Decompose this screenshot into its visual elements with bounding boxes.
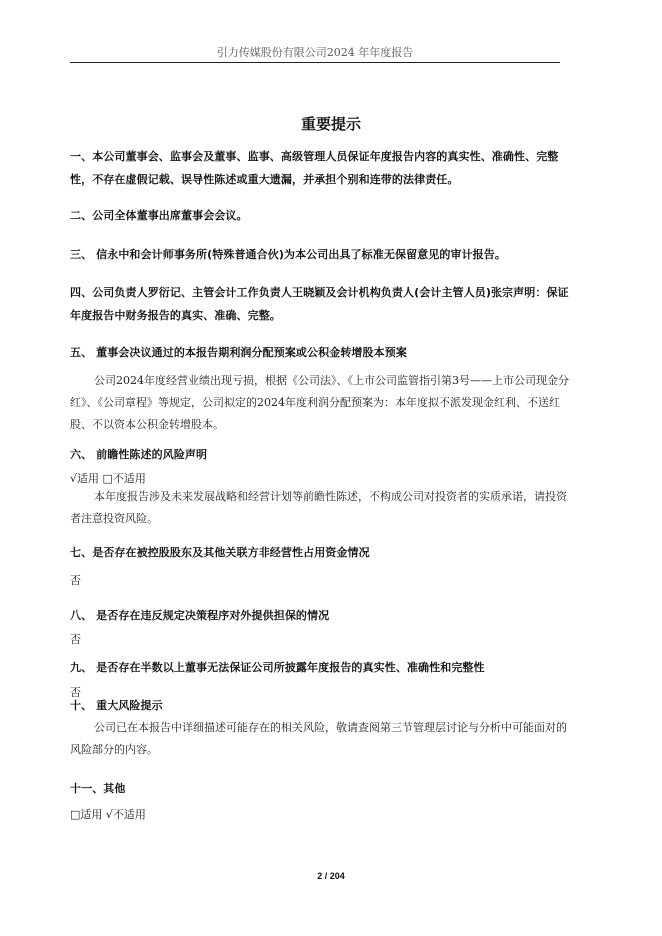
section-7-answer: 否 <box>70 574 81 587</box>
section-8-heading: 八、 是否存在违反规定决策程序对外提供担保的情况 <box>70 609 330 622</box>
page-title: 重要提示 <box>300 115 361 133</box>
section-6-body: 本年度报告涉及未来发展战略和经营计划等前瞻性陈述，不构成公司对投资者的实质承诺，请投资者注意投资风险。 <box>70 490 567 525</box>
page-number: 2 / 204 <box>317 871 345 881</box>
section-11-applicability: □适用 √不适用 <box>70 808 146 821</box>
section-5-body: 公司2024年度经营业绩出现亏损，根据《公司法》、《上市公司监管指引第3号——上市公司现金分红》、《公司章程》等规定，公司拟定的2024年度利润分配预案为：本年度拟不派发现金红利、不送红股、不以资本公积金转增股本。 <box>70 374 569 431</box>
running-header: 引力传媒股份有限公司2024 年年度报告 <box>216 46 414 59</box>
section-10-body: 公司已在本报告中详细描述可能存在的相关风险，敬请查阅第三节管理层讨论与分析中可能面对的风险部分的内容。 <box>70 721 567 756</box>
section-2-statement: 二、公司全体董事出席董事会会议。 <box>70 209 248 222</box>
section-6-applicability: √适用 □不适用 <box>70 472 146 485</box>
section-6-heading: 六、 前瞻性陈述的风险声明 <box>70 448 208 461</box>
section-9-answer: 否 <box>70 686 81 699</box>
section-10-heading: 十、 重大风险提示 <box>70 699 163 712</box>
section-3-statement: 三、 信永中和会计师事务所(特殊普通合伙)为本公司出具了标准无保留意见的审计报告。 <box>70 248 506 261</box>
section-9-heading: 九、 是否存在半数以上董事无法保证公司所披露年度报告的真实性、准确性和完整性 <box>70 661 485 674</box>
section-11-heading: 十一、其他 <box>70 782 126 795</box>
section-7-heading: 七、是否存在被控股股东及其他关联方非经营性占用资金情况 <box>70 546 370 559</box>
section-1-statement: 一、本公司董事会、监事会及董事、监事、高级管理人员保证年度报告内容的真实性、准确性、完整性，不存在虚假记载、误导性陈述或重大遗漏，并承担个别和连带的法律责任。 <box>70 150 559 186</box>
section-8-answer: 否 <box>70 633 81 646</box>
section-5-heading: 五、 董事会决议通过的本报告期利润分配预案或公积金转增股本预案 <box>70 346 407 359</box>
header-divider <box>70 62 560 63</box>
section-4-statement: 四、公司负责人罗衍记、主管会计工作负责人王晓颖及会计机构负责人(会计主管人员)张宗声明：保证年度报告中财务报告的真实、准确、完整。 <box>70 286 569 322</box>
